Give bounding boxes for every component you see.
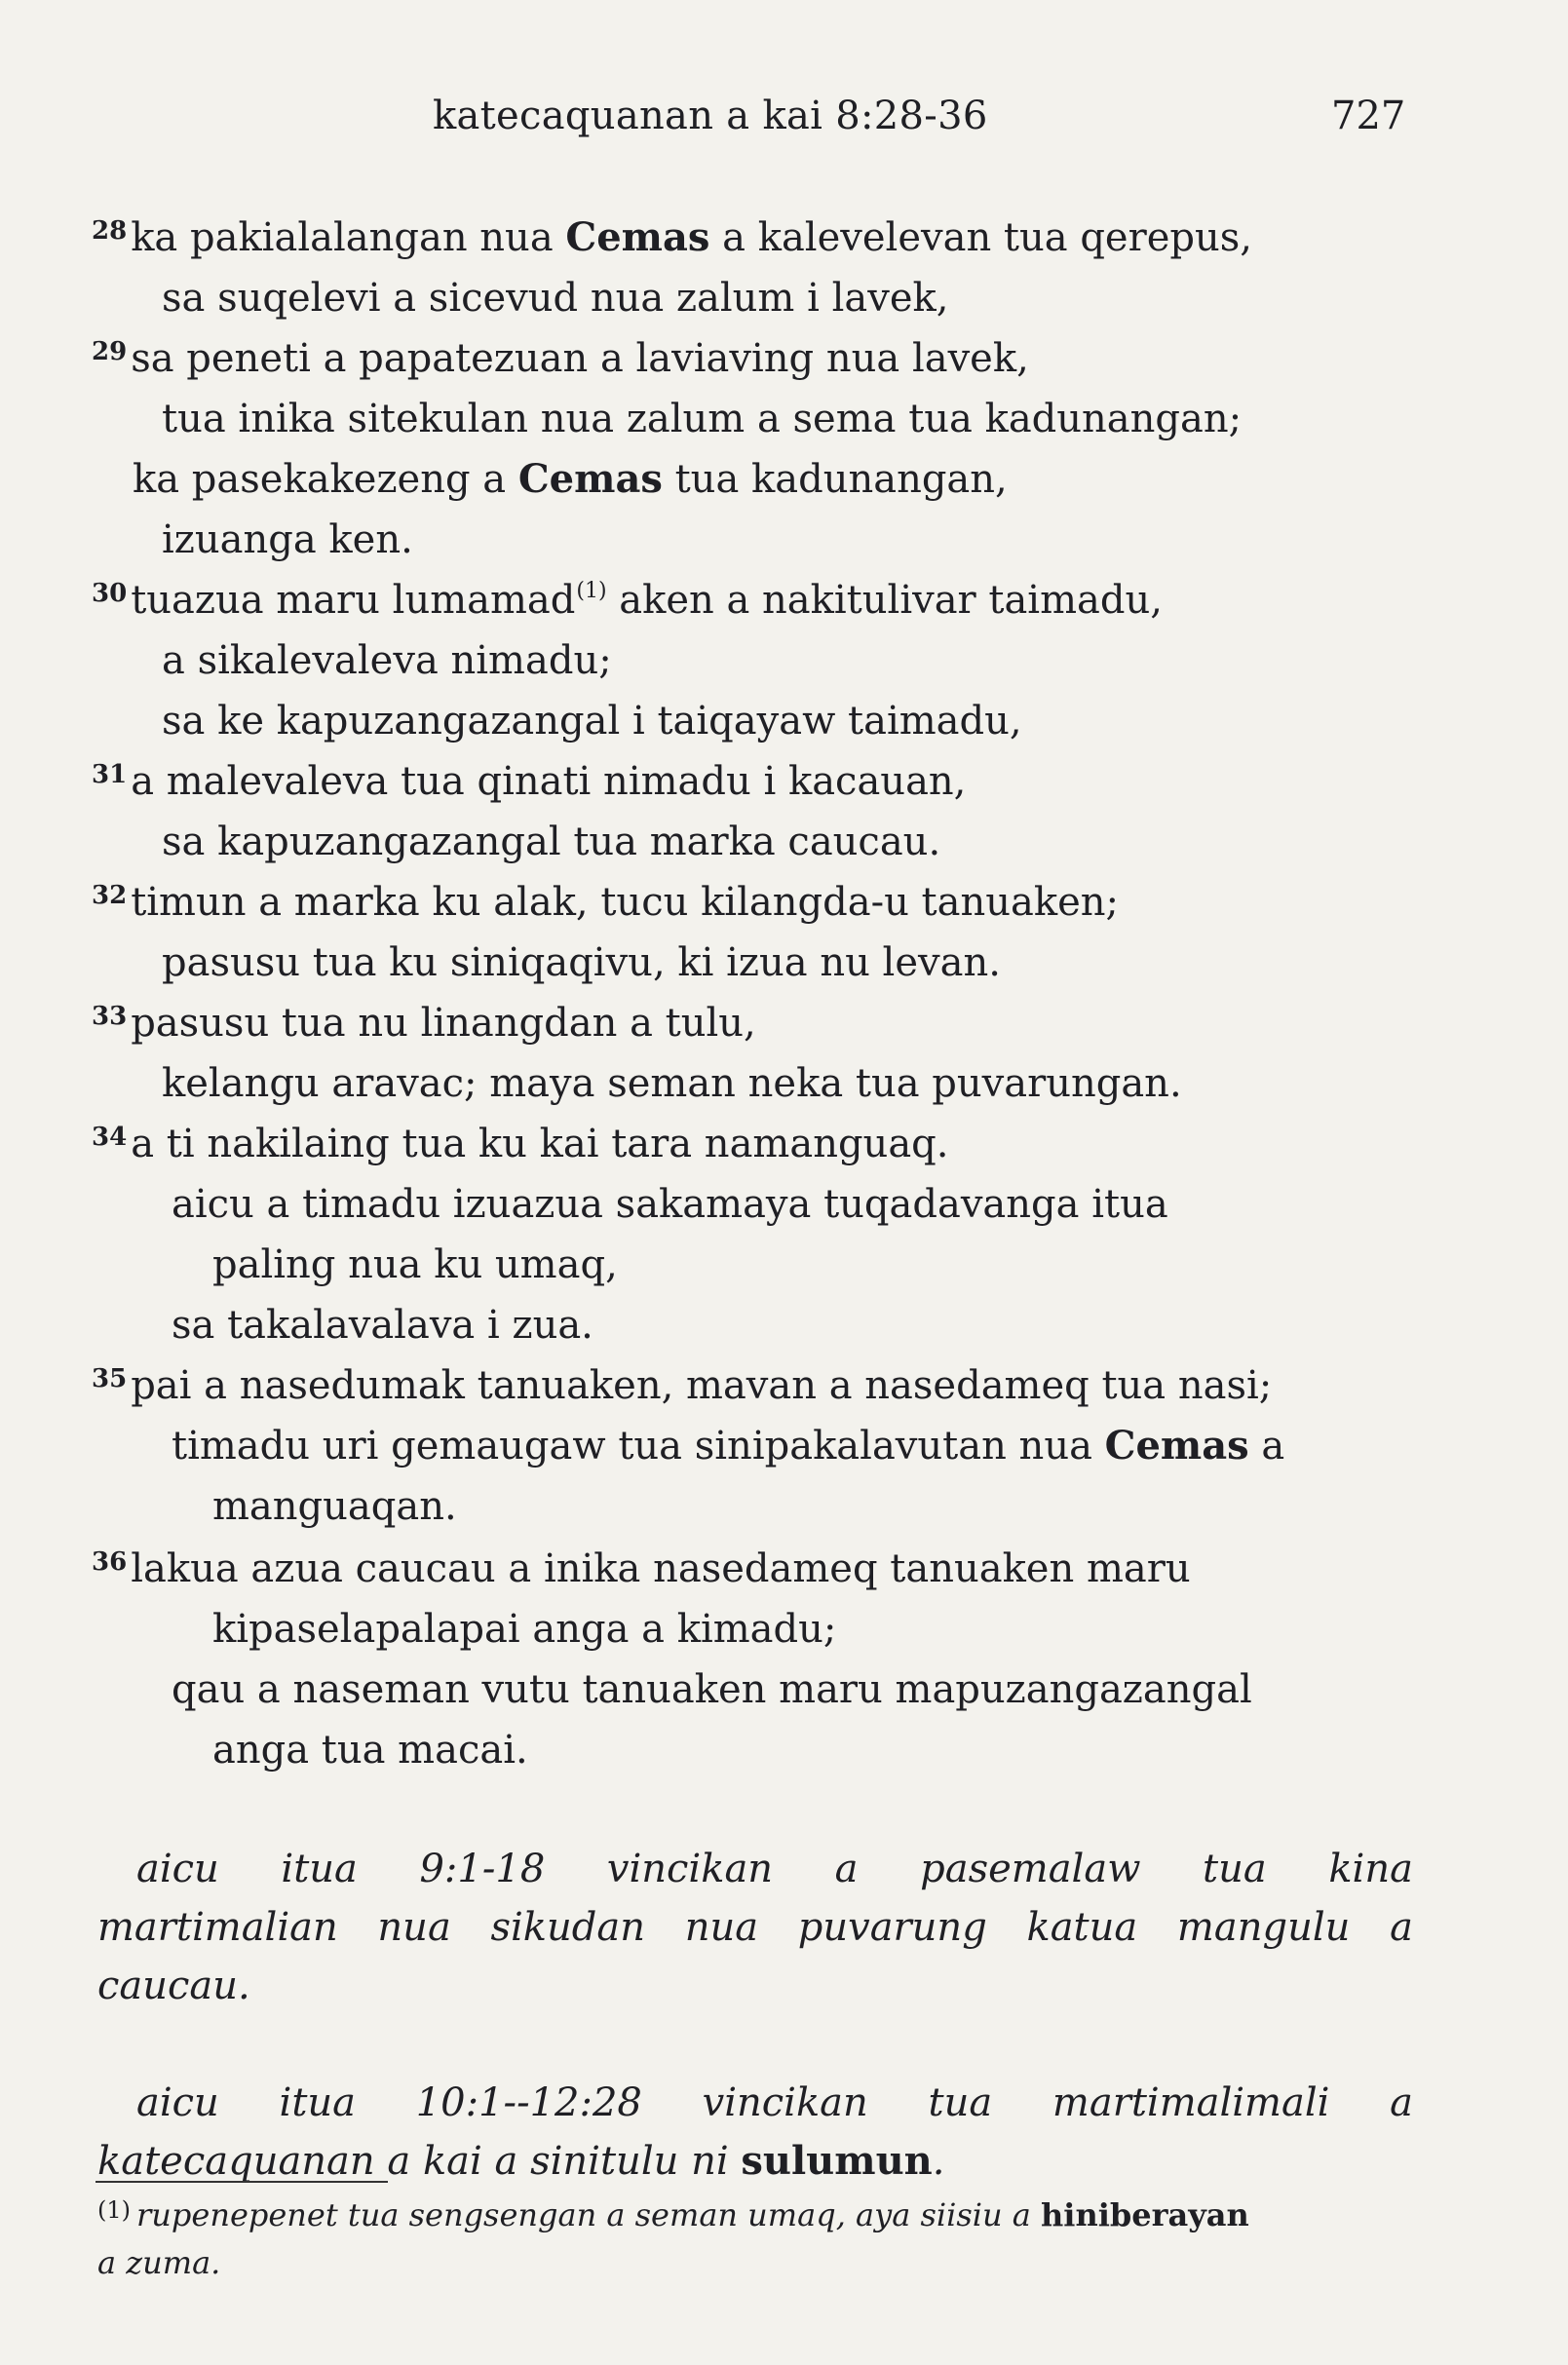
verse-32-line-1: $^{32}$ timun a marka ku alak, tucu kilangda-u tanuaken; bbox=[92, 880, 1119, 925]
page-number: 727 bbox=[1331, 94, 1406, 138]
note-2-line-1: aicu itua 10:1--12:28 vincikan tua martimalimali a bbox=[136, 2080, 1413, 2125]
verse-33-line-2: kelangu aravac; maya seman neka tua puvarungan. bbox=[162, 1061, 1182, 1106]
verse-number: 32 bbox=[92, 881, 128, 910]
verse-30-line-3: sa ke kapuzangazangal i taiqayaw taimadu, bbox=[162, 699, 1022, 744]
verse-36-line-2: kipaselapalapai anga a kimadu; bbox=[212, 1607, 837, 1652]
verse-number: 31 bbox=[92, 760, 128, 789]
verse-number: 36 bbox=[92, 1547, 128, 1577]
verse-30-line-2: a sikalevaleva nimadu; bbox=[162, 638, 612, 683]
verse-34-line-1: $^{34}$ a ti nakilaing tua ku kai tara namanguaq. bbox=[92, 1122, 949, 1166]
verse-31-line-1: $^{31}$ a malevaleva tua qinati nimadu i kacauan, bbox=[92, 759, 967, 804]
verse-31-line-2: sa kapuzangazangal tua marka caucau. bbox=[162, 820, 941, 864]
verse-34-line-3: paling nua ku umaq, bbox=[212, 1242, 618, 1287]
verse-36-line-3: qau a naseman vutu tanuaken maru mapuzangazangal bbox=[172, 1667, 1252, 1712]
verse-33-line-1: $^{33}$ pasusu tua nu linangdan a tulu, bbox=[92, 1001, 756, 1046]
verse-28-line-1: $^{28}$ ka pakialalangan nua Cemas a kalevelevan tua qerepus, bbox=[92, 214, 1252, 260]
verse-36-line-1: $^{36}$ lakua azua caucau a inika nasedameq tanuaken maru bbox=[92, 1546, 1191, 1591]
note-1-line-2: martimalian nua sikudan nua puvarung katua mangulu a bbox=[97, 1905, 1413, 1950]
verse-36-line-4: anga tua macai. bbox=[212, 1728, 528, 1773]
verse-29-line-4: izuanga ken. bbox=[162, 517, 413, 562]
verse-29-line-1: $^{29}$ sa peneti a papatezuan a laviaving nua lavek, bbox=[92, 336, 1029, 381]
verse-number: 29 bbox=[92, 337, 128, 366]
footnote-line-2: a zuma. bbox=[97, 2244, 221, 2281]
note-1-line-3: caucau. bbox=[97, 1964, 250, 2008]
running-header-title: katecaquanan a kai 8:28-36 bbox=[433, 94, 988, 138]
verse-number: 34 bbox=[92, 1123, 128, 1152]
verse-29-line-3: ka pasekakezeng a Cemas tua kadunangan, bbox=[133, 456, 1008, 502]
verse-32-line-2: pasusu tua ku siniqaqivu, ki izua nu levan. bbox=[162, 940, 1001, 985]
footnote-reference: (1) bbox=[576, 579, 607, 603]
verse-34-line-4: sa takalavalava i zua. bbox=[172, 1303, 593, 1348]
verse-35-line-2: timadu uri gemaugaw tua sinipakalavutan nua Cemas a bbox=[172, 1423, 1285, 1469]
verse-number: 30 bbox=[92, 579, 128, 608]
verse-35-line-3: manguaqan. bbox=[212, 1484, 457, 1529]
verse-number: 35 bbox=[92, 1364, 128, 1393]
note-2-line-2: katecaquanan a kai a sinitulu ni sulumun. bbox=[97, 2138, 945, 2184]
verse-29-line-2: tua inika sitekulan nua zalum a sema tua kadunangan; bbox=[162, 397, 1243, 441]
note-1-line-1: aicu itua 9:1-18 vincikan a pasemalaw tua kina bbox=[136, 1847, 1413, 1891]
footnote-divider bbox=[96, 2181, 388, 2183]
verse-35-line-1: $^{35}$ pai a nasedumak tanuaken, mavan a nasedameq tua nasi; bbox=[92, 1363, 1273, 1408]
verse-number: 28 bbox=[92, 216, 128, 246]
footnote-line-1: $^{(1)}$ rupenepenet tua sengsengan a seman umaq, aya siisiu a hiniberayan bbox=[97, 2196, 1249, 2233]
verse-34-line-2: aicu a timadu izuazua sakamaya tuqadavanga itua bbox=[172, 1182, 1168, 1227]
verse-28-line-2: sa suqelevi a sicevud nua zalum i lavek, bbox=[162, 276, 949, 321]
verse-number: 33 bbox=[92, 1002, 128, 1031]
footnote-marker: (1) bbox=[97, 2196, 131, 2224]
verse-30-line-1: $^{30}$ tuazua maru lumamad$^{(1)}$ aken a nakitulivar taimadu, bbox=[92, 578, 1163, 623]
